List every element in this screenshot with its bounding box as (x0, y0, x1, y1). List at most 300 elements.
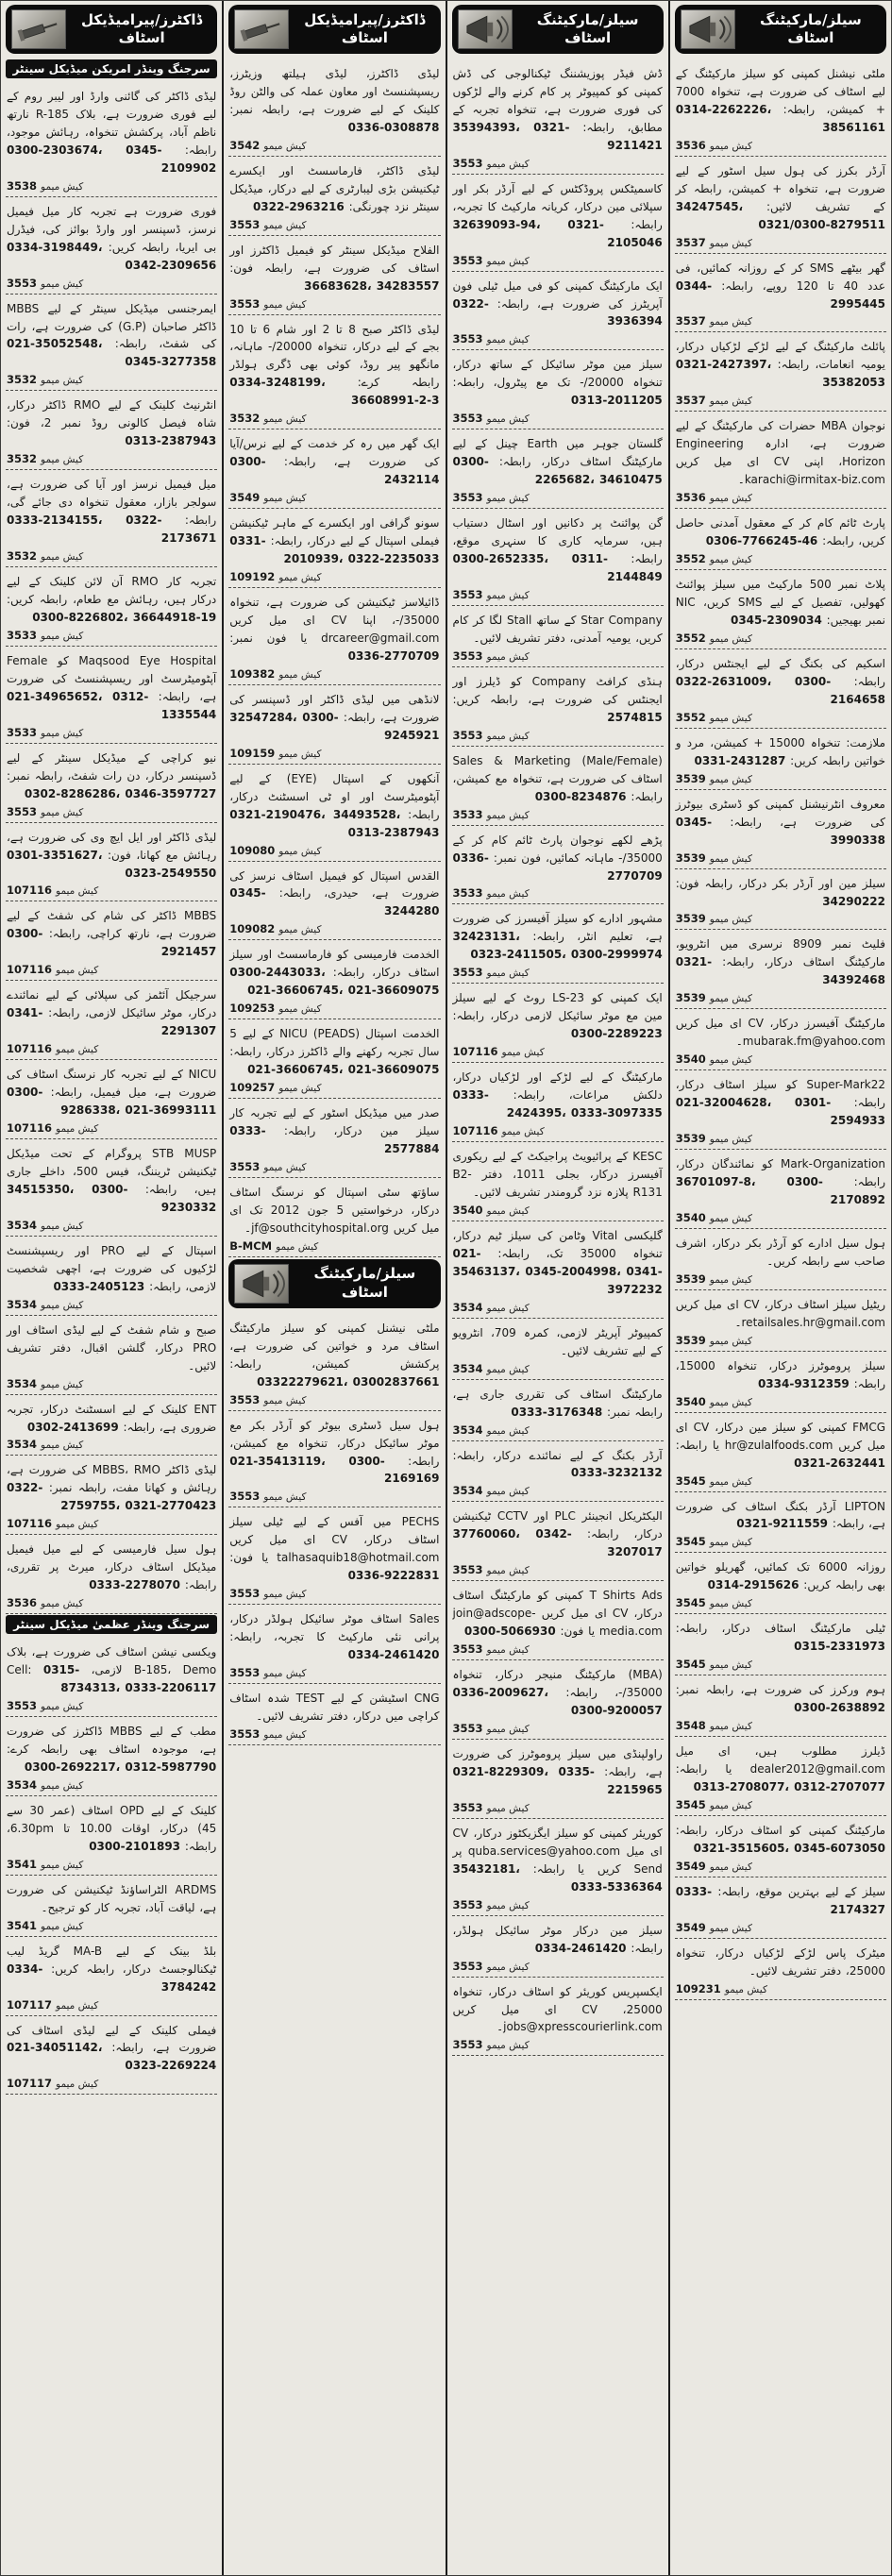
ad-text: اسکیم کی بکنگ کے لیے ایجنٹس درکار، رابطہ: (675, 656, 885, 688)
ad-memo-number: 109159 (229, 746, 276, 760)
ad-footer (229, 1666, 439, 1679)
ad-body (676, 1743, 885, 1796)
ad-text: ڈیلرز مطلوب ہیں، ای میل dealer2012@gmail.com یا رابطہ: (675, 1744, 885, 1776)
ad-text: LIPTON آرڈر بکنگ اسٹاف کی ضرورت ہے، رابطہ: (675, 1499, 885, 1531)
ad-phone-numbers: 2574815 (607, 710, 663, 724)
cash-memo-label: کیش میمو (709, 1134, 752, 1146)
ad-phone-numbers: 0345-3244280 (229, 886, 440, 918)
ad-memo-number: 3537 (675, 394, 706, 408)
ad-footer (676, 912, 885, 925)
classified-ad (452, 1063, 664, 1142)
ad-text: سیلز مین اور آرڈر بکر درکار، رابطہ فون: (675, 876, 885, 890)
advertiser-banner: سرجنگ وینڈر عظمیٰ میڈیکل سینٹر (6, 1615, 217, 1634)
ad-footer (453, 1801, 663, 1814)
ad-footer (7, 277, 216, 290)
cash-memo-label: کیش میمو (709, 1659, 752, 1672)
ad-memo-number: 3545 (675, 1798, 706, 1811)
ad-memo-number: 109257 (229, 1081, 276, 1095)
ad-memo-number: 3553 (7, 276, 38, 290)
ad-memo-number: 3553 (229, 1587, 261, 1601)
ad-footer (229, 1727, 439, 1741)
ad-text: ایک گھر میں رہ کر خدمت کے لیے نرس/آیا کی ضرورت ہے، رابطہ: (229, 437, 440, 469)
classified-ad (228, 1411, 440, 1508)
ad-body (453, 1587, 663, 1641)
cash-memo-label: کیش میمو (709, 140, 752, 152)
ad-phone-numbers: 0333-2577884 (229, 1124, 440, 1155)
classified-ad (6, 1237, 217, 1316)
category-header (675, 5, 886, 54)
ad-footer (7, 2077, 216, 2090)
ad-text: لیڈی ڈاکٹر کی گائنی وارڈ اور لیبر روم کے لیے فوری ضرورت ہے، بلاک R-185 نارتھ ناظم آباد، پرکشش تنخواہ، رہائش موجود، رابطہ: (7, 90, 217, 157)
cash-memo-label: کیش میمو (486, 493, 530, 505)
ad-text: سونو گرافی اور ایکسرے کے ماہر ٹیکنیشن فیملی اسپتال کے لیے درکار، رابطہ: (229, 516, 440, 548)
classified-ad (228, 1314, 440, 1411)
cash-memo-label: کیش میمو (709, 1860, 752, 1873)
cash-memo-label: کیش میمو (263, 1729, 307, 1741)
ad-memo-number: 3552 (675, 552, 706, 566)
ad-body (453, 1386, 663, 1422)
ad-memo-number: 109192 (229, 570, 276, 584)
ad-memo-number: 109231 (675, 1981, 721, 1995)
cash-memo-label: کیش میمو (709, 1273, 752, 1286)
column-1 (1, 1, 222, 2575)
ad-body (676, 1681, 885, 1717)
ad-body (453, 673, 663, 727)
classified-ad (228, 1019, 440, 1099)
ad-body (229, 1513, 439, 1585)
ad-phone-numbers: 0300-2101893 (89, 1839, 181, 1853)
ad-text: ایکسپریس کوریئر کو اسٹاف درکار، تنخواہ 25000، CV ای میل کریں jobs@xpresscourierlink.com۔ (452, 1984, 663, 2034)
cash-memo-label: کیش میمو (278, 845, 322, 857)
cash-memo-label: کیش میمو (263, 1161, 307, 1173)
classified-ad (675, 1352, 886, 1413)
ad-memo-number: 3536 (7, 1596, 38, 1610)
cash-memo-label: کیش میمو (709, 993, 752, 1005)
ad-text: گھر بیٹھے SMS کر کے روزانہ کمائیں، فی عدد 40 تا 120 روپے، رابطہ: (675, 261, 885, 293)
ad-text: KESC کے پرائیویٹ پراجیکٹ کے لیے ریکوری آفیسرز درکار، بجلی 1011، دفتر B2-R131 پلازہ نزد گرومندر تشریف لائیں۔ (452, 1150, 663, 1199)
ad-footer (676, 1211, 885, 1224)
ad-footer (7, 452, 216, 465)
ad-phone-numbers: 0300-2432114 (229, 455, 440, 487)
cash-memo-label: کیش میمو (724, 1983, 767, 1995)
ad-footer (229, 922, 439, 935)
ad-body (676, 1076, 885, 1130)
ad-body (7, 1802, 216, 1856)
ad-text: لانڈھی میں لیڈی ڈاکٹر اور ڈسپنسر کی ضرورت ہے، رابطہ: (229, 692, 440, 724)
ad-phone-numbers: 0336-2770709 (347, 648, 440, 663)
ad-text: الخدمت فارمیسی کو فارماسسٹ اور سیلز اسٹاف درکار، رابطہ: (229, 948, 440, 980)
classified-ad (228, 1605, 440, 1684)
cash-memo-label: کیش میمو (709, 1721, 752, 1733)
classified-ad (675, 59, 886, 157)
classified-ad (675, 729, 886, 790)
ad-body (676, 65, 885, 137)
ad-text: پلاٹ نمبر 500 مارکیٹ میں سیلز پوائنٹ کھولیں، تفصیل کے لیے SMS کریں، NIC نمبر بھیجیں: (675, 578, 886, 627)
ad-footer (453, 1722, 663, 1735)
ad-text: مارکیٹنگ آفیسرز درکار، CV ای میل کریں mubarak.fm@yahoo.com۔ (675, 1017, 885, 1049)
classified-ad (228, 59, 440, 157)
classified-ad (228, 765, 440, 862)
ad-memo-number: 3553 (452, 587, 483, 601)
cash-memo-label: کیش میمو (486, 1302, 530, 1314)
ad-text: ملٹی نیشنل کمپنی کو سیلز مارکیٹنگ اسٹاف مرد و خواتین کی ضرورت ہے، پرکشش کمیشن، رابطہ: (229, 1321, 440, 1371)
ad-phone-numbers: 0344-2995445 (675, 278, 885, 311)
ad-memo-number: 3553 (452, 491, 483, 505)
ad-footer (676, 1334, 885, 1347)
ad-text: لیڈی ڈاکٹر اور ایل ایچ وی کی ضرورت ہے، رہائش مع کھانا، فون: (7, 830, 217, 862)
cash-memo-label: کیش میمو (486, 1802, 530, 1814)
cash-memo-label: کیش میمو (709, 632, 752, 645)
ad-body (453, 65, 663, 155)
ad-memo-number: 3553 (229, 1392, 261, 1406)
classified-ad (675, 1675, 886, 1737)
classified-ad (228, 315, 440, 430)
cash-memo-label: کیش میمو (41, 180, 84, 193)
ad-text: میٹرک پاس لڑکے لڑکیاں درکار، تنخواہ 25000، دفتر تشریف لائیں۔ (675, 1945, 885, 1978)
ad-body (453, 1825, 663, 1896)
ad-phone-numbers: 34515350، 0300-9230332 (7, 1182, 217, 1214)
ad-memo-number: 3532 (229, 412, 261, 426)
classified-ad (675, 157, 886, 254)
ad-text: اسپتال کے لیے PRO اور ریسپشنسٹ لڑکیوں کی ضرورت ہے، اچھی شخصیت لازمی، رابطہ: (7, 1243, 217, 1293)
ad-phone-numbers: 0313-2011205 (570, 394, 663, 408)
cash-memo-label: کیش میمو (41, 1859, 84, 1871)
ad-text: صبح و شام شفٹ کے لیے لیڈی اسٹاف اور PRO درکار، گلشن اقبال، دفتر تشریف لائیں۔ (7, 1322, 217, 1372)
ad-body (229, 65, 439, 137)
ad-body (7, 476, 216, 547)
cash-memo-label: کیش میمو (263, 413, 307, 426)
ad-memo-number: 109080 (229, 843, 276, 857)
classified-ad (452, 59, 664, 175)
ad-text: سیلز مین موٹر سائیکل کے ساتھ درکار، تنخواہ 20000/- تک مع پیٹرول، رابطہ: (452, 358, 663, 390)
ad-footer (7, 1377, 216, 1390)
syringe-photo (234, 9, 289, 49)
classified-ad (6, 1535, 217, 1614)
ad-footer (676, 394, 885, 407)
classified-ad (228, 157, 440, 236)
ad-memo-number: 3553 (229, 1159, 261, 1173)
classified-ad (228, 862, 440, 941)
ad-body (453, 180, 663, 252)
ad-text: CNG اسٹیشن کے لیے TEST شدہ اسٹاف کراچی میں درکار، دفتر تشریف لائیں۔ (229, 1692, 440, 1724)
ad-memo-number: 3539 (675, 991, 706, 1005)
cash-memo-label: کیش میمو (41, 1920, 84, 1932)
ad-body (453, 1148, 663, 1202)
ad-footer (7, 963, 216, 976)
ad-phone-numbers: 0300-8226802، 36644918-19 (32, 610, 217, 624)
classified-ad (6, 470, 217, 567)
ad-text: لیڈی ڈاکٹر صبح 8 تا 2 اور شام 6 تا 10 بجے کے لیے درکار، تنخواہ 20000/- ماہانہ، مانگھو پیر روڈ، کوئی بھی ڈگری ہولڈر رابطہ کرے: (229, 322, 440, 390)
ad-phone-numbers: 0321-3515605، 0345-6073050 (693, 1841, 885, 1855)
ad-footer (7, 1699, 216, 1712)
ad-footer (229, 1002, 439, 1015)
ad-text: ایک کمپنی کو LS-23 روٹ کے لیے سیلز مین مع موٹر سائیکل لازمی درکار، رابطہ: (452, 991, 663, 1023)
ad-text: نیو کراچی کے میڈیکل سینٹر کے لیے ڈسپنسر درکار، دن رات شفٹ، رابطہ نمبر: (7, 750, 217, 783)
cash-memo-label: کیش میمو (709, 1475, 752, 1488)
ad-body (229, 1320, 439, 1391)
ad-body (7, 907, 216, 961)
ad-memo-number: 3545 (675, 1535, 706, 1549)
ad-text: گلیکسی Vital وٹامن کی سیلز ٹیم درکار، تنخواہ 35000 تک، رابطہ: (452, 1228, 663, 1260)
category-title: ڈاکٹرز/پیرامیڈیکل اسٹاف (304, 10, 426, 46)
ad-memo-number: 3553 (7, 1699, 38, 1713)
ad-footer (229, 1587, 439, 1600)
category-title: سیلز/مارکیٹنگ اسٹاف (313, 1265, 416, 1301)
classified-ad (452, 1581, 664, 1660)
cash-memo-label: کیش میمو (486, 1486, 530, 1498)
ad-phone-numbers: 0334-3784242 (7, 1961, 217, 1994)
ad-text: الخدمت اسپتال NICU (PEADS) کے لیے 5 سال تجربہ رکھنے والے ڈاکٹرز درکار، رابطہ: (229, 1027, 440, 1059)
cash-memo-label: کیش میمو (501, 1126, 545, 1138)
classified-ad (452, 1819, 664, 1916)
ad-memo-number: 3539 (675, 912, 706, 926)
cash-memo-label: کیش میمو (56, 2079, 99, 2091)
ad-phone-numbers: 0333-2278070 (89, 1578, 181, 1592)
ad-text: (MBA) مارکیٹنگ منیجر درکار، تنخواہ 35000/-، رابطہ: (452, 1668, 663, 1700)
ad-footer (229, 1490, 439, 1503)
ad-text: الفلاح میڈیکل سینٹر کو فیمیل ڈاکٹرز اور اسٹاف کی ضرورت ہے، رابطہ فون: (229, 243, 440, 275)
ad-body (229, 514, 439, 568)
cash-memo-label: کیش میمو (486, 650, 530, 663)
ad-memo-number: 3553 (452, 1563, 483, 1577)
ad-phone-numbers: 32423131، 0323-2411505، 0300-2999974 (452, 930, 663, 962)
ad-body (7, 396, 216, 450)
ad-footer (676, 1132, 885, 1145)
cash-memo-label: کیش میمو (263, 1668, 307, 1680)
ad-body (229, 1104, 439, 1158)
ad-text: FMCG کمپنی کو سیلز مین درکار، CV ای میل کریں hr@zulalfoods.com یا رابطہ: (675, 1420, 885, 1452)
ad-memo-number: 3553 (452, 253, 483, 267)
ad-body (453, 752, 663, 806)
ad-memo-number: 3533 (452, 807, 483, 821)
ad-text: روزانہ 6000 تک کمائیں، گھریلو خواتین بھی رابطہ کریں: (675, 1560, 885, 1592)
ad-text: ٹیلی مارکیٹنگ اسٹاف درکار، رابطہ: (675, 1622, 885, 1636)
ad-text: مارکیٹنگ اسٹاف کی تقرری جاری ہے، رابطہ نمبر: (452, 1387, 663, 1419)
classified-ad (675, 1150, 886, 1229)
classified-ad (6, 647, 217, 744)
ad-text: (Male/Female) Sales & Marketing اسٹاف کی ضرورت ہے، تنخواہ مع کمیشن، رابطہ: (452, 753, 663, 803)
cash-memo-label: کیش میمو (709, 1396, 752, 1408)
classified-ad (675, 869, 886, 931)
ad-phone-numbers: 03322279621، 03002837661 (257, 1374, 440, 1389)
classified-ad (675, 1070, 886, 1150)
ad-memo-number: 3553 (7, 804, 38, 818)
cash-memo-label: کیش میمو (263, 493, 307, 505)
ad-text: سیلز کے لیے بہترین موقع، رابطہ: (717, 1884, 885, 1898)
ad-footer (676, 711, 885, 724)
column-3 (446, 1, 668, 2575)
ad-body (453, 1666, 663, 1720)
classified-ad (6, 197, 217, 295)
ad-memo-number: 3542 (229, 138, 261, 152)
ad-footer (676, 1658, 885, 1671)
ad-text: الیکٹریکل انجینئر PLC اور CCTV ٹیکنیشن درکار، رابطہ: (452, 1509, 663, 1541)
ad-text: PECHS میں آفس کے لیے ٹیلی سیلز اسٹاف درکار، CV ای میل کریں talhasaquib18@hotmail.com یا فون: (229, 1515, 440, 1565)
ad-phone-numbers: 0336-0308878 (347, 120, 440, 134)
cash-memo-label: کیش میمو (486, 1961, 530, 1973)
advertiser-banner: سرجنگ وینڈر امریکن میڈیکل سینٹر (6, 59, 217, 78)
ad-body (7, 2022, 216, 2076)
ad-memo-number: 3545 (675, 1658, 706, 1672)
ad-memo-number: 3548 (675, 1719, 706, 1733)
ad-body (453, 1983, 663, 2037)
ad-text: NICU کے لیے تجربہ کار نرسنگ اسٹاف کی ضرورت ہے، میل فیمیل، رابطہ: (7, 1068, 217, 1100)
ad-memo-number: 3540 (675, 1052, 706, 1067)
ad-body (676, 417, 885, 489)
cash-memo-label: کیش میمو (263, 1394, 307, 1406)
ad-phone-numbers: 0322-3936394 (452, 296, 663, 328)
ad-memo-number: 3553 (452, 966, 483, 980)
cash-memo-label: کیش میمو (709, 396, 752, 408)
ad-memo-number: 3532 (7, 549, 38, 564)
ad-body (229, 1610, 439, 1664)
cash-memo-label: کیش میمو (278, 1003, 322, 1016)
ad-phone-numbers: 34290222 (822, 894, 885, 908)
classified-ad (675, 790, 886, 869)
ad-text: لیڈی ڈاکٹر MBBS، RMO کی ضرورت ہے، رہائش و کھانا مفت، رابطہ نمبر: (7, 1463, 217, 1495)
classified-ad (6, 1060, 217, 1139)
ad-body (7, 1145, 216, 1217)
ad-phone-numbers: 0315-8734313، 0333-2206117 (42, 1663, 217, 1695)
ad-body (676, 1296, 885, 1332)
category-title: ڈاکٹرز/پیرامیڈیکل اسٹاف (81, 10, 203, 46)
ad-body (676, 796, 885, 850)
ad-footer (7, 549, 216, 563)
ad-body (453, 1227, 663, 1299)
cash-memo-label: کیش میمو (709, 1335, 752, 1347)
cash-memo-label: کیش میمو (56, 1044, 99, 1056)
ad-phone-numbers: 0300-2652335، 0311-2144849 (452, 552, 663, 584)
ad-text: T Shirts Ads کمپنی کو مارکیٹنگ اسٹاف درکار، CV ای میل کریں join@adscope-media.com یا فون: (452, 1589, 663, 1639)
ad-memo-number: 3538 (7, 178, 38, 193)
ad-memo-number: 3553 (452, 332, 483, 346)
ad-footer (676, 1535, 885, 1548)
ad-phone-numbers: 0313-2387943 (125, 434, 217, 448)
ad-footer (676, 1982, 885, 1995)
classified-ad (452, 667, 664, 747)
ad-memo-number: 3549 (675, 1920, 706, 1934)
ad-memo-number: 3534 (452, 1300, 483, 1314)
ad-body (453, 1745, 663, 1799)
ad-phone-numbers: 021-32004628، 0301-2594933 (675, 1096, 885, 1128)
ad-footer (453, 1898, 663, 1911)
ad-body (7, 652, 216, 724)
ad-footer (229, 218, 439, 231)
ad-body (676, 1015, 885, 1051)
ad-memo-number: 107116 (7, 884, 53, 898)
ad-phone-numbers: 0300-2303674، 0345-2109902 (7, 143, 217, 175)
classified-ad (452, 1221, 664, 1319)
classified-ad (452, 1978, 664, 2057)
ad-body (453, 832, 663, 885)
ad-footer (7, 629, 216, 642)
ad-phone-numbers: 0313-2708077، 0312-2707077 (693, 1780, 885, 1794)
ad-footer (7, 1438, 216, 1451)
ad-text: ہول سیل ڈسٹری بیوٹر کو آرڈر بکر مع موٹر سائیکل درکار، تنخواہ مع کمیشن، رابطہ: (229, 1418, 440, 1468)
ad-text: تجربہ کار RMO آن لائن کلینک کے لیے درکار ہیں، رہائش مع طعام، رابطہ کریں: (7, 575, 217, 607)
ad-text: ویکسی نیشن اسٹاف کی ضرورت ہے، بلاک B-185، Demo لازمی، Cell: (7, 1645, 217, 1677)
cash-memo-label: کیش میمو (486, 1899, 530, 1911)
ad-phone-numbers: 021-34051142، 0323-2269224 (7, 2041, 217, 2073)
ad-memo-number: 3534 (7, 1376, 38, 1390)
ad-memo-number: 3539 (675, 771, 706, 785)
ad-phone-numbers: 0314-2915626 (707, 1578, 799, 1592)
classified-ad (6, 1937, 217, 2016)
ad-text: ایمرجنسی میڈیکل سینٹر کے لیے MBBS ڈاکٹر صاحبان (G.P) کی ضرورت ہے، رات کی شفٹ، رابطہ: (7, 301, 217, 351)
ad-text: Mark-Organization کو نمائندگان درکار، رابطہ: (675, 1157, 885, 1189)
ad-body (229, 1025, 439, 1079)
ad-phone-numbers: 0321-2632441 (794, 1456, 885, 1470)
ad-memo-number: 107116 (7, 1121, 53, 1136)
cash-memo-label: کیش میمو (709, 1922, 752, 1934)
ad-phone-numbers: 0322-2759755، 0321-2770423 (7, 1481, 217, 1513)
ad-text: میل فیمیل نرسز اور آیا کی ضرورت ہے، سولجر بازار، معقول تنخواہ دی جائے گی، رابطہ: (7, 478, 217, 528)
ad-memo-number: 3534 (452, 1484, 483, 1498)
classified-ad (228, 429, 440, 509)
ad-text: ملٹی نیشنل کمپنی کو سیلز مارکیٹنگ کے لیے اسٹاف کی ضرورت ہے، تنخواہ 7000 + کمیشن، رابطہ: (675, 67, 885, 116)
classified-ad (452, 747, 664, 826)
ad-phone-numbers: 0333-2424395، 0333-3097335 (452, 1088, 663, 1120)
ad-memo-number: 3537 (675, 235, 706, 249)
ad-text: کمپیوٹر آپریٹر لازمی، کمرہ 709، انٹرویو کے لیے تشریف لائیں۔ (452, 1325, 663, 1357)
ad-phone-numbers: 35394393، 0321-9211421 (452, 120, 663, 152)
ad-memo-number: 3534 (7, 1218, 38, 1232)
classified-ad (228, 940, 440, 1019)
ad-phone-numbers: 0336-9222831 (347, 1569, 440, 1583)
ad-phone-numbers: 36701097-8، 0300-2170892 (675, 1175, 885, 1206)
ad-text: معروف انٹرنیشنل کمپنی کو ڈسٹری بیوٹرز کی ضرورت ہے، رابطہ: (675, 797, 885, 829)
ad-body (676, 1498, 885, 1534)
ad-footer (7, 1298, 216, 1311)
ad-footer (453, 254, 663, 267)
classified-ad (452, 1740, 664, 1819)
cash-memo-label: کیش میمو (709, 1537, 752, 1549)
ad-text: آرڈر بکرز کی ہول سیل اسٹور کے لیے ضرورت ہے، تنخواہ + کمیشن، رابطہ کر کے تشریف لائیں: (675, 163, 885, 213)
ad-phone-numbers: 0333-3232132 (570, 1466, 663, 1480)
cash-memo-label: کیش میمو (278, 1083, 322, 1095)
cash-memo-label: کیش میمو (278, 572, 322, 584)
ad-phone-numbers: 0333-3176348 (511, 1405, 603, 1419)
cash-memo-label: کیش میمو (709, 1598, 752, 1610)
cash-memo-label: کیش میمو (263, 1491, 307, 1504)
ad-text: آنکھوں کے اسپتال (EYE) کے لیے آپٹومیٹرسٹ اور او ٹی اسسٹنٹ درکار، رابطہ: (229, 771, 440, 821)
classified-ad (6, 1717, 217, 1796)
ad-body (453, 514, 663, 586)
ad-footer (453, 2038, 663, 2051)
ad-body (7, 1723, 216, 1776)
cash-memo-label: کیش میمو (263, 140, 307, 152)
ad-phone-numbers: 0336-2009627، 0300-9200057 (452, 1686, 663, 1718)
ad-phone-numbers: 021-34965652، 0312-1335544 (7, 689, 217, 721)
ad-body (676, 338, 885, 392)
cash-memo-label: کیش میمو (56, 965, 99, 977)
classified-ad (6, 82, 217, 197)
ad-text: Super-Mark22 کو سیلز اسٹاف درکار، رابطہ: (675, 1078, 885, 1110)
ad-phone-numbers: 32639093-94، 0321-2105046 (452, 217, 663, 249)
ad-footer (229, 747, 439, 760)
ad-phone-numbers: 0334-2461420 (347, 1648, 440, 1662)
ad-memo-number: 109253 (229, 1002, 276, 1016)
ad-phone-numbers: 021-35413119، 0300-2169169 (229, 1454, 440, 1486)
ad-footer (676, 1798, 885, 1811)
ad-phone-numbers: 0300-9286338، 021-36993111 (7, 1086, 217, 1118)
category-title: سیلز/مارکیٹنگ اسٹاف (759, 10, 862, 46)
megaphone-photo (458, 9, 513, 49)
ad-footer (453, 1960, 663, 1973)
ad-footer (676, 1596, 885, 1609)
classified-ad (6, 295, 217, 392)
cash-memo-label: کیش میمو (486, 730, 530, 742)
